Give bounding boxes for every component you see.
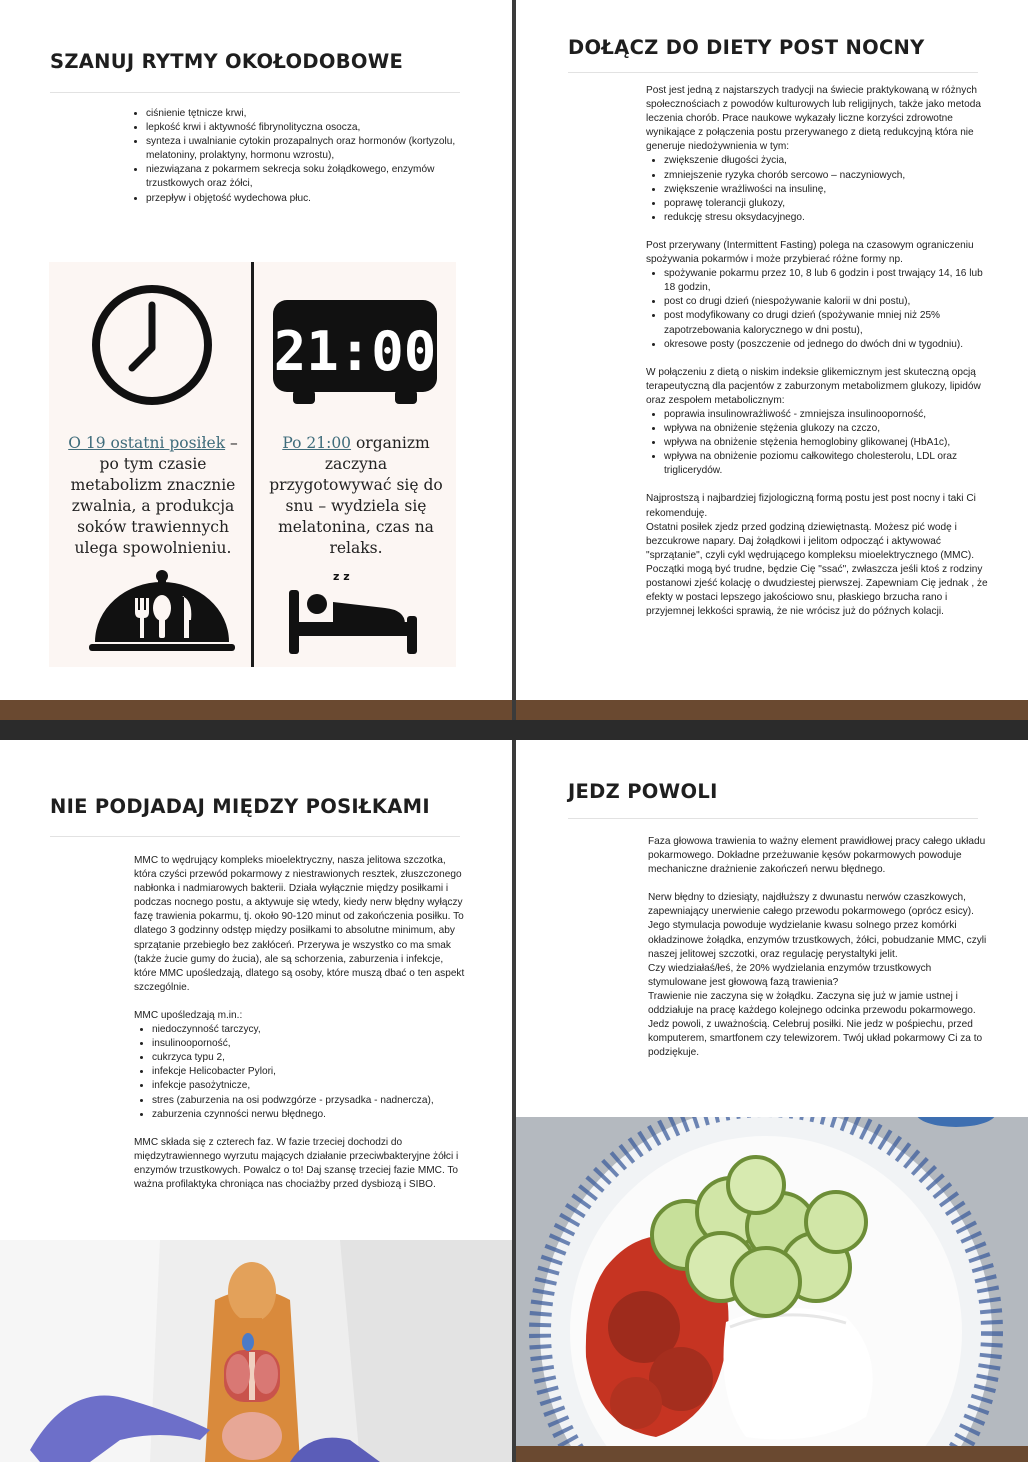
paragraph: Ostatni posiłek zjedz przed godziną dziewiętnastą. Możesz pić wodę i bezcukrowe napary. Daj żołądkowi i jelitom odpocząć i aktywować "sprzątanie", czyli cykl wędrującego kompleksu mioelektrycznego (MMC). Początki mogą być trudne, będzie Cię "ssać", zwłaszcza jeśli ktoś z rodziny postanowi zjeść kolację o dwudziestej pierwszej. Zapewniam Cię jednak , że efekty w postaci lepszego jakościowo snu, płaskiego brzucha rano i przyjemnej lekkości sprawią, że nie wrócisz już do późnych kolacji. (646, 521, 988, 618)
list-item: • poprawia insulinowrażliwość - zmniejsza insulinooporność, (664, 408, 988, 422)
list-item: • okresowe posty (poszczenie od jednego do dwóch dni w tygodniu). (664, 338, 988, 352)
mmc-impairments-list (134, 1023, 468, 1122)
night-fasting-text (646, 84, 988, 619)
clock-display: 21:00 (273, 320, 437, 383)
page-title: NIE PODJADAJ MIĘDZY POSIŁKAMI (50, 795, 430, 818)
list-item: • niedoczynność tarczycy, (152, 1023, 468, 1037)
list-item: • cukrzyca typu 2, (152, 1051, 468, 1065)
no-snacking-text (134, 854, 468, 1192)
paragraph: MMC upośledzają m.in.: (134, 1009, 243, 1021)
meatballs-rice-cucumber-photo (516, 1117, 1028, 1447)
list-item: • synteza i uwalnianie cytokin prozapalnych oraz hormonów (kortyzolu, melatoniny, prolaktyny, hormonu wzrostu), (146, 135, 468, 163)
sleep-prep-text: organizm zaczyna przygotowywać się do snu – wydziela się melatonina, czas na relaks. (269, 434, 443, 557)
list-item: • przepływ i objętość wydechowa płuc. (146, 192, 468, 206)
paragraph: Trawienie nie zaczyna się w żołądku. Zaczyna się już w jamie ustnej i oddziałuje na pracę każdego kolejnego odcinka przewodu pokarmowego. (648, 990, 976, 1017)
list-item: • poprawę tolerancji glukozy, (664, 197, 988, 211)
page-no-snacking (0, 740, 512, 1462)
last-meal-highlight: O 19 ostatni posiłek (68, 434, 226, 452)
paragraph: Czy wiedziałaś/łeś, że 20% wydzielania enzymów trzustkowych stymulowane jest głowową fazą trawienia? (648, 962, 932, 988)
paragraph: Faza głowowa trawienia to ważny element prawidłowej pracy całego układu pokarmowego. Dokładne przeżuwanie kęsów pokarmowych powoduje mechaniczne drażnienie zakończeń nerwu błędnego. (648, 836, 986, 876)
therapeutic-effects-list (646, 408, 988, 478)
rhythms-list-block (128, 107, 468, 206)
page-night-fasting (516, 0, 1028, 700)
sleep-prep-highlight: Po 21:00 (282, 434, 352, 452)
list-item: • zaburzenia czynności nerwu błędnego. (152, 1108, 468, 1122)
paragraph: Post przerywany (Intermittent Fasting) polega na czasowym ograniczeniu spożywania pokarmów i może przybierać różne formy np. (646, 239, 974, 266)
list-item: • lepkość krwi i aktywność fibrynolityczna osocza, (146, 121, 468, 135)
list-item: • zwiększenie wrażliwości na insulinę, (664, 183, 988, 197)
page-title: DOŁĄCZ DO DIETY POST NOCNY (568, 36, 925, 59)
paragraph: Jedz powoli, z uważnością. Celebruj posiłki. Nie jedz w pośpiechu, przed komputerem, smartfonem czy telewizorem. Twój układ pokarmowy Ci za to podziękuje. (648, 1019, 983, 1059)
title-divider (50, 836, 460, 837)
list-item: • ciśnienie tętnicze krwi, (146, 107, 468, 121)
row-separator-band (0, 720, 1028, 740)
rhythms-list (128, 107, 468, 206)
paragraph: Post jest jedną z najstarszych tradycji na świecie praktykowaną w różnych społecznościach z powodów kulturowych lub religijnych, także jako metoda leczenia chorób. Prace naukowe wykazały liczne korzyści zdrowotne wynikające z połączenia postu przerywanego z dietą redukcyjną która nie generuje niedożywnienia w tym: (646, 85, 981, 153)
list-item: • wpływa na obniżenie poziomu całkowitego cholesterolu, LDL oraz triglicerydów. (664, 450, 988, 478)
list-item: • wpływa na obniżenie stężenia hemoglobiny glikowanej (HbA1c), (664, 436, 988, 450)
page-title: JEDZ POWOLI (568, 780, 718, 803)
list-item: • niezwiązana z pokarmem sekrecja soku żołądkowego, enzymów trzustkowych oraz żółci, (146, 163, 468, 191)
meal-time-infographic (49, 262, 456, 667)
infographic-divider (251, 262, 254, 667)
fasting-forms-list (646, 267, 988, 352)
paragraph: Najprostszą i najbardziej fizjologiczną formą postu jest post nocny i taki Ci rekomenduję. (646, 493, 976, 519)
list-item: • redukcję stresu oksydacyjnego. (664, 211, 988, 225)
list-item: • infekcje pasożytnicze, (152, 1079, 468, 1093)
last-meal-note (57, 433, 249, 559)
fasting-benefits-list (646, 154, 988, 224)
digital-clock-icon (271, 298, 439, 408)
anatomy-model-photo (0, 1240, 512, 1462)
brown-footer-band (516, 1446, 1028, 1462)
page-column-separator (512, 740, 516, 1462)
page-column-separator (512, 700, 516, 720)
page-circadian-rhythms (0, 0, 512, 700)
page-title: SZANUJ RYTMY OKOŁODOBOWE (50, 50, 404, 73)
title-divider (568, 72, 978, 73)
list-item: • stres (zaburzenia na osi podwzgórze - przysadka - nadnercza), (152, 1094, 468, 1108)
paragraph: W połączeniu z dietą o niskim indeksie glikemicznym jest skuteczną opcją terapeutyczną dla pacjentów z zaburzonym metabolizmem glukozy, lipidów oraz zespołem metabolicznym: (646, 366, 981, 406)
sleeping-bed-icon (285, 566, 421, 658)
list-item: • infekcje Helicobacter Pylori, (152, 1065, 468, 1079)
list-item: • post co drugi dzień (niespożywanie kalorii w dni postu), (664, 295, 988, 309)
eat-slowly-text (648, 835, 988, 1060)
paragraph: MMC składa się z czterech faz. W fazie trzeciej dochodzi do międzytrawiennego wyrzutu mających działanie przeciwbakteryjne żółci i enzymów trzustkowych. Powalcz o to! Daj szansę trzeciej fazie MMC. To ważna profilaktyka chroniąca nas chociażby przed dysbiozą i SIBO. (134, 1136, 459, 1190)
page-eat-slowly (516, 740, 1028, 1462)
title-divider (568, 818, 978, 819)
dinner-cloche-icon (87, 568, 237, 660)
list-item: • spożywanie pokarmu przez 10, 8 lub 6 godzin i post trwający 14, 16 lub 18 godzin, (664, 267, 988, 295)
analog-clock-icon (87, 280, 217, 410)
list-item: • post modyfikowany co drugi dzień (spożywanie mniej niż 25% zapotrzebowania kalorycznego w dni postu), (664, 309, 988, 337)
title-divider (50, 92, 460, 93)
sleep-zz-label: z z (333, 570, 350, 583)
list-item: • insulinooporność, (152, 1037, 468, 1051)
paragraph: Nerw błędny to dziesiąty, najdłuższy z dwunastu nerwów czaszkowych, zapewniający unerwienie całego przewodu pokarmowego (oprócz esicy). Jego stymulacja powoduje wydzielanie kwasu solnego przez komórki okładzinowe żołądka, enzymów trzustkowych, żółci, pobudzanie MMC, czyli naszej jelitowej szczotki, oraz regulację perystaltyki jelit. (648, 892, 987, 960)
list-item: • wpływa na obniżenie stężenia glukozy na czczo, (664, 422, 988, 436)
sleep-prep-note (263, 433, 449, 559)
paragraph: MMC to wędrujący kompleks mioelektryczny, nasza jelitowa szczotka, która czyści przewód pokarmowy z niestrawionych resztek, złuszczonego nabłonka i nadmiarowych bakterii. Działa wyłącznie między posiłkami i podczas nocnego postu, a aktywuje się wtedy, kiedy nerw błędny wyłączy fazę trawienia pokarmu, tj. około 90-120 minut od zakończenia posiłku. To dlatego 3 godzinny odstęp między posiłkami to absolutne minimum, aby sprzątanie przebiegło bez zakłóceń. Przerywa je wszystko co ma smak (także żucie gumy do żucia), ale są schorzenia, zaburzenia i infekcje, które MMC upośledzają, dlatego są osoby, które muszą dbać o ten aspekt szczególnie. (134, 855, 465, 993)
list-item: • zwiększenie długości życia, (664, 154, 988, 168)
page-column-separator (512, 0, 516, 700)
list-item: • zmniejszenie ryzyka chorób sercowo – naczyniowych, (664, 169, 988, 183)
last-meal-text: – po tym czasie metabolizm znacznie zwalnia, a produkcja soków trawiennych ulega spowolnieniu. (70, 434, 238, 557)
